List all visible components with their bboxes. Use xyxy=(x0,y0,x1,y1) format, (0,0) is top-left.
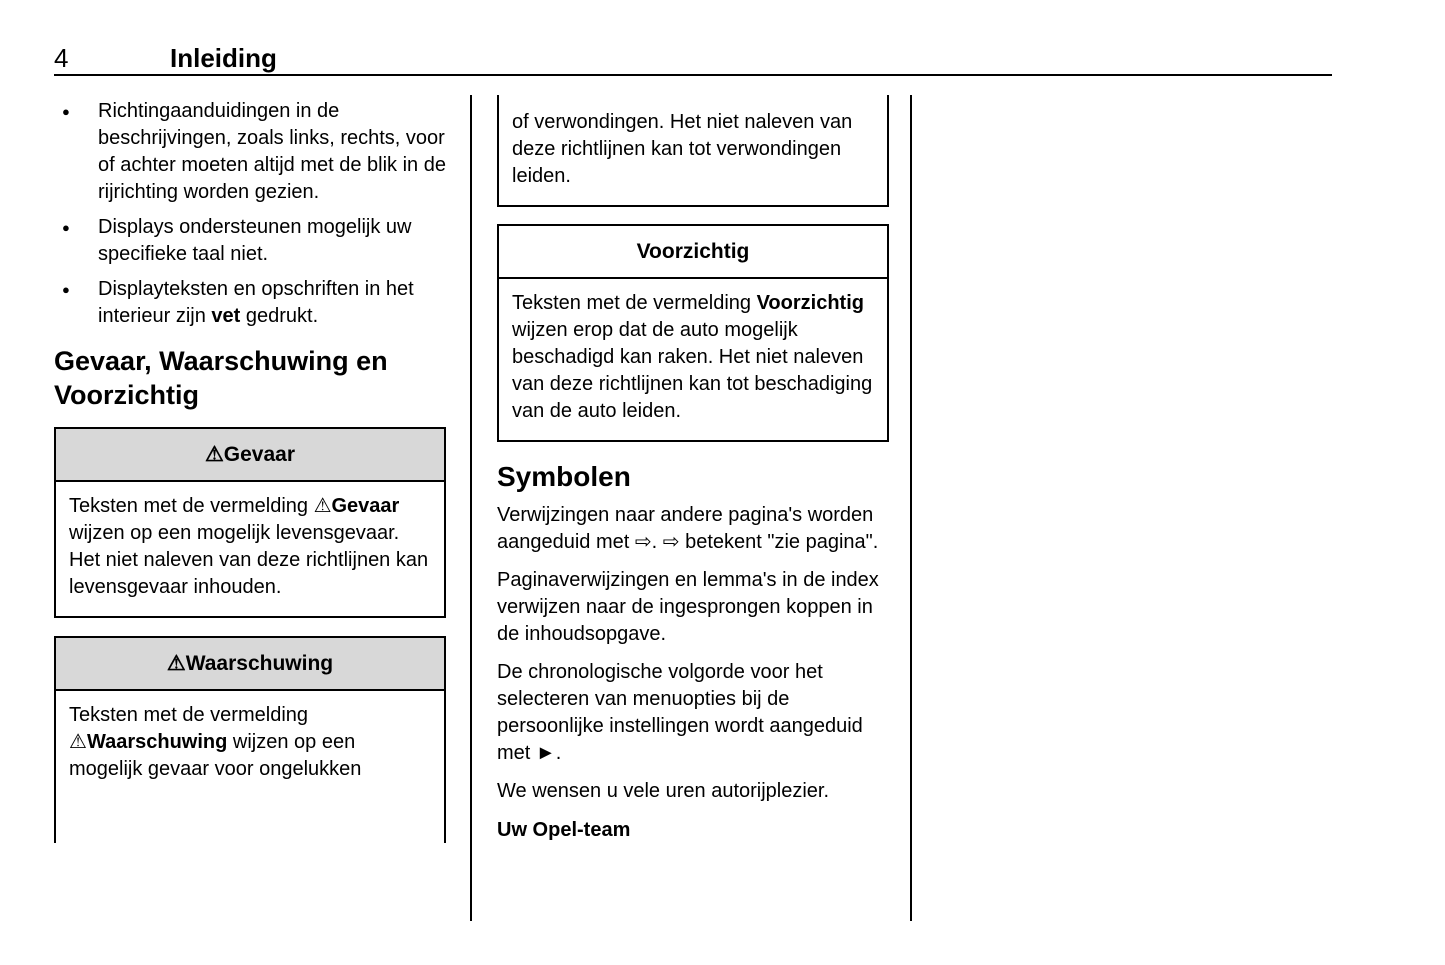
left-column xyxy=(54,98,446,862)
page-number: 4 xyxy=(54,43,69,73)
page-reference-arrow-icon: ⇨ xyxy=(662,531,680,553)
bullet-text-segment: Displayteksten en opschriften in het interieur zijn xyxy=(98,278,414,327)
danger-box-title: Gevaar xyxy=(223,443,296,466)
header-divider xyxy=(54,74,1332,76)
bullet-text: Displays ondersteunen mogelijk uw specifieke taal niet. xyxy=(98,216,412,265)
menu-selection-arrow-icon: ► xyxy=(535,742,556,764)
warning-triangle-icon: ⚠ xyxy=(166,652,186,675)
section-heading: Gevaar, Waarschuwing en Voorzichtig xyxy=(54,346,388,410)
caution-box-body xyxy=(499,279,887,440)
paragraph-segment: betekent "zie pagina". xyxy=(679,531,879,553)
paragraph xyxy=(497,502,889,556)
page-reference-arrow-icon: ⇨ xyxy=(634,531,652,553)
danger-body-segment: Teksten met de vermelding xyxy=(69,495,314,517)
paragraph-segment: . xyxy=(555,742,562,764)
danger-box-header xyxy=(56,429,444,482)
warning-box-header xyxy=(56,638,444,691)
signature: Uw Opel-team xyxy=(497,819,631,841)
paragraph-segment: De chronologische volgorde voor het selecteren van menuopties bij de persoonlijke instellingen wordt aangeduid met xyxy=(497,661,863,764)
symbols-heading: Symbolen xyxy=(497,461,631,492)
column-separator-left xyxy=(470,95,472,921)
column-separator-right xyxy=(910,95,912,921)
warning-triangle-icon: ⚠ xyxy=(204,443,224,466)
caution-body-segment: Teksten met de vermelding xyxy=(512,292,757,314)
bullet-text-bold: vet xyxy=(211,305,241,327)
bullet-text: Richtingaanduidingen in de beschrijvingen, zoals links, rechts, voor of achter moeten altijd met de blik in de rijrichting worden gezien. xyxy=(98,100,446,203)
paragraph-segment: . xyxy=(651,531,663,553)
middle-column xyxy=(497,95,889,844)
paragraph: We wensen u vele uren autorijplezier. xyxy=(497,780,830,802)
warning-body-segment: wijzen op een mogelijk gevaar voor ongelukken xyxy=(69,731,362,780)
bullet-icon: ● xyxy=(62,282,70,297)
warning-box-body xyxy=(56,691,444,843)
danger-box-body xyxy=(56,482,444,616)
page-title: Inleiding xyxy=(170,43,277,73)
warning-box xyxy=(54,636,446,843)
caution-body-segment: wijzen erop dat de auto mogelijk beschadigd kan raken. Het niet naleven van deze richtlijnen kan tot beschadiging van de auto leiden. xyxy=(512,319,873,422)
bullet-text-segment: gedrukt. xyxy=(240,305,319,327)
warning-triangle-icon: ⚠ xyxy=(313,495,332,517)
list-item xyxy=(54,214,446,268)
warning-triangle-icon: ⚠ xyxy=(69,731,87,753)
bullet-icon: ● xyxy=(62,104,70,119)
warning-continuation-text: of verwondingen. Het niet naleven van deze richtlijnen kan tot verwondingen leiden. xyxy=(512,111,853,187)
caution-body-bold: Voorzichtig xyxy=(756,292,864,314)
warning-box-continuation xyxy=(497,95,889,207)
paragraph-segment: Verwijzingen naar andere pagina's worden aangeduid met xyxy=(497,504,874,553)
paragraph: Paginaverwijzingen en lemma's in de index verwijzen naar de ingesprongen koppen in de inhoudsopgave. xyxy=(497,569,879,645)
caution-box xyxy=(497,224,889,442)
danger-box xyxy=(54,427,446,618)
paragraph xyxy=(497,659,889,767)
bullet-icon: ● xyxy=(62,220,70,235)
warning-body-bold: Waarschuwing xyxy=(86,731,228,753)
danger-body-bold: Gevaar xyxy=(331,495,400,517)
warning-body-segment: Teksten met de vermelding xyxy=(69,704,309,726)
caution-box-title: Voorzichtig xyxy=(636,240,750,263)
danger-body-segment: wijzen op een mogelijk levensgevaar. Het niet naleven van deze richtlijnen kan levensgevaar inhouden. xyxy=(69,522,429,598)
bullet-text xyxy=(98,276,446,330)
warning-box-title: Waarschuwing xyxy=(185,652,334,675)
list-item xyxy=(54,276,446,330)
bullet-list xyxy=(54,98,446,330)
list-item xyxy=(54,98,446,206)
caution-box-header xyxy=(499,226,887,279)
